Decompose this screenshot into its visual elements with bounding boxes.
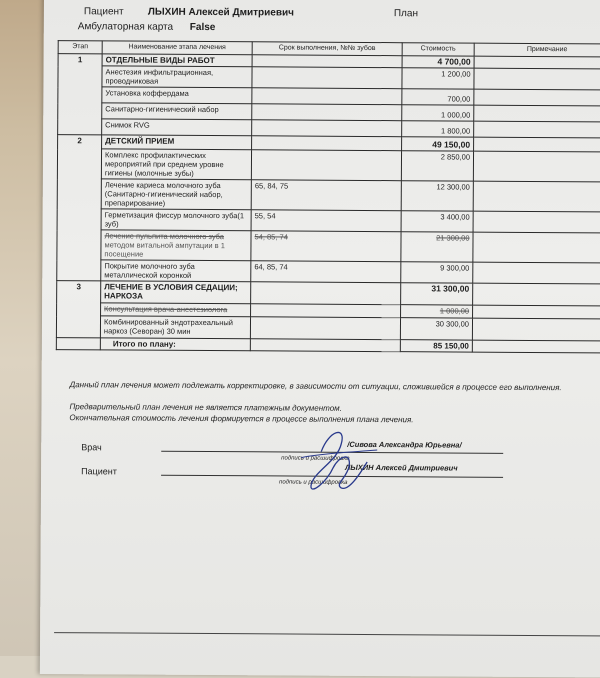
total-row xyxy=(56,338,600,353)
item-teeth-text: 54, 85, 74 xyxy=(254,232,288,242)
item-note xyxy=(473,232,600,263)
doctor-label: Врач xyxy=(81,442,102,453)
table-row xyxy=(57,230,600,263)
item-teeth xyxy=(250,317,400,340)
doctor-caption: подпись и расшифровка xyxy=(281,455,350,462)
item-note xyxy=(473,211,600,233)
item-cost xyxy=(401,305,473,318)
item-name-rest: методом витальной ампутации в 1 посещение xyxy=(104,240,225,259)
item-note xyxy=(474,89,600,106)
item-teeth xyxy=(251,231,401,262)
item-cost: 2 850,00 xyxy=(401,151,473,181)
signature-stroke xyxy=(311,432,367,489)
item-name: Покрытие молочного зуба металлической коронкой xyxy=(101,260,251,282)
item-name xyxy=(101,230,251,261)
note-final-cost: Окончательная стоимость лечения формируется в процессе выполнения плана лечения. xyxy=(69,413,414,425)
treatment-table xyxy=(56,40,600,353)
section-stage: 2 xyxy=(57,135,102,281)
item-cost-text: 21 300,00 xyxy=(436,233,470,243)
item-teeth: 65, 84, 75 xyxy=(251,180,401,211)
section-teeth xyxy=(251,282,401,305)
section-name: ДЕТСКИЙ ПРИЕМ xyxy=(102,135,252,150)
total-value: 85 150,00 xyxy=(400,340,472,352)
section-teeth xyxy=(252,55,402,68)
col-header-name: Наименование этапа лечения xyxy=(102,41,252,55)
item-name: Лечение кариеса молочного зуба (Санитарно-гигиенический набор, препарирование) xyxy=(101,179,251,210)
total-label: Итого по плану: xyxy=(100,338,250,351)
table-row xyxy=(57,179,600,212)
section-stage: 3 xyxy=(56,281,100,338)
item-teeth: 64, 85, 74 xyxy=(251,261,401,283)
item-cost: 700,00 xyxy=(402,89,474,105)
item-name xyxy=(101,303,251,317)
item-note xyxy=(474,68,600,90)
item-name: Анестезия инфильтрационная, проводниковая xyxy=(102,66,252,88)
col-header-note: Примечание xyxy=(474,43,600,57)
item-cost: 1 000,00 xyxy=(402,105,474,121)
item-cost: 1 800,00 xyxy=(402,121,474,137)
item-note xyxy=(474,121,600,138)
item-teeth xyxy=(252,67,402,89)
item-teeth xyxy=(252,120,402,137)
section-teeth xyxy=(252,136,402,151)
item-cost: 1 200,00 xyxy=(402,68,474,89)
doctor-name: /Сивова Александра Юрьевна/ xyxy=(347,439,462,450)
note-adjustment: Данный план лечения может подлежать корректировке, в зависимости от ситуации, сложившейся в процессе его выполнения. xyxy=(69,380,562,393)
item-name-text: Консультация врача-анестезиолога xyxy=(104,304,228,315)
patient-label: Пациент xyxy=(83,6,124,18)
item-name-struck: Лечение пульпита молочного зуба xyxy=(104,231,225,242)
patient-sign-label: Пациент xyxy=(81,466,117,477)
section-note xyxy=(474,56,600,69)
col-header-teeth: Срок выполнения, №№ зубов xyxy=(252,42,402,56)
item-teeth xyxy=(252,104,402,121)
patient-name: ЛЫХИН Алексей Дмитриевич xyxy=(147,6,295,19)
item-name: Установка коффердама xyxy=(102,87,252,104)
item-cost: 12 300,00 xyxy=(401,181,473,211)
total-spacer xyxy=(250,339,400,352)
item-note xyxy=(473,305,600,319)
table-row xyxy=(57,149,600,182)
item-cost-text: 1 000,00 xyxy=(439,306,470,316)
item-cost: 9 300,00 xyxy=(401,262,473,283)
card-value: False xyxy=(189,21,216,34)
item-name: Комбинированный эндотрахеальный наркоз (Севоран) 30 мин xyxy=(100,316,250,339)
item-note xyxy=(472,318,600,341)
patient-caption: подпись и расшифровка xyxy=(279,479,348,486)
item-name: Санитарно-гигиенический набор xyxy=(102,103,252,120)
section-cost: 4 700,00 xyxy=(402,56,474,68)
section-cost: 31 300,00 xyxy=(401,283,473,305)
total-spacer xyxy=(472,340,600,353)
item-cost: 30 300,00 xyxy=(400,318,472,340)
item-note xyxy=(473,181,600,212)
item-cost xyxy=(401,232,473,262)
section-note xyxy=(473,283,600,306)
bottom-rule xyxy=(54,632,600,636)
item-teeth: 55, 54 xyxy=(251,210,401,232)
item-teeth xyxy=(251,150,401,181)
item-teeth xyxy=(252,88,402,105)
total-spacer xyxy=(56,338,100,350)
patient-sign-name: ЛЫХИН Алексей Дмитриевич xyxy=(345,462,458,473)
item-teeth xyxy=(251,304,401,318)
section-stage: 1 xyxy=(58,54,102,135)
item-note xyxy=(473,151,600,182)
section-name: ЛЕЧЕНИЕ В УСЛОВИЯ СЕДАЦИИ; НАРКОЗА xyxy=(101,281,251,304)
card-label: Амбулаторная карта xyxy=(77,21,174,33)
item-note xyxy=(473,262,600,284)
item-cost: 3 400,00 xyxy=(401,211,473,232)
item-name: Снимок RVG xyxy=(102,119,252,136)
section-name: ОТДЕЛЬНЫЕ ВИДЫ РАБОТ xyxy=(102,54,252,67)
section-cost: 49 150,00 xyxy=(402,137,474,151)
note-not-payment: Предварительный план лечения не является платежным документом. xyxy=(69,402,342,413)
item-name: Комплекс профилактических мероприятий при среднем уровне гигиены (молочные зубы) xyxy=(101,149,251,180)
item-name: Герметизация фиссур молочного зуба(1 зуб) xyxy=(101,209,251,231)
plan-label: План xyxy=(393,8,419,20)
col-header-stage: Этап xyxy=(58,41,102,54)
col-header-cost: Стоимость xyxy=(402,43,474,56)
section-note xyxy=(474,137,600,152)
treatment-plan-document xyxy=(40,0,600,678)
handwritten-signature xyxy=(291,422,381,503)
item-note xyxy=(474,105,600,122)
